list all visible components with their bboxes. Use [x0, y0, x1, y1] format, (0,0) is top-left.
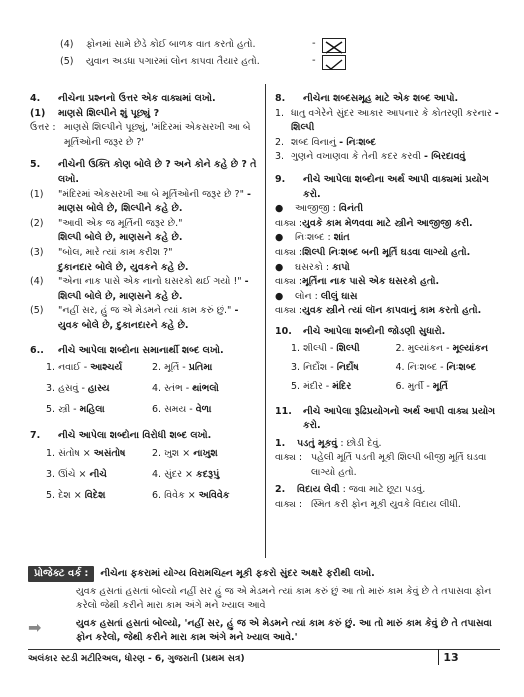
quote-text: "એના નાક પાસે એક નાનો ઘસરકો થઈ ગયો !": [58, 276, 242, 288]
item-number: (4): [30, 276, 44, 288]
one-word-answer: - બિરદાવવું: [424, 151, 466, 163]
item-number: 1.: [275, 437, 286, 449]
word-pair: 2. ખુશ × નાખુશ: [152, 447, 218, 459]
example-sentence: [275, 498, 500, 513]
speaker-answer: - માણસ બોલે છે, શિલ્પીને કહે છે.: [58, 188, 251, 215]
item-number: (1): [30, 188, 44, 200]
phrase-item: [275, 136, 500, 151]
phrase-text: શબ્દ વિનાનું: [291, 136, 337, 148]
phrase-text: ગુણને વખાણવા કે તેની કદર કરવી: [291, 151, 421, 163]
idiom-item: [275, 483, 500, 498]
question-title: નીચે આપેલા શબ્દોના સમાનાર્થી શબ્દ લખો.: [58, 344, 224, 356]
dash-mark: -: [312, 55, 316, 66]
meaning: શાંત: [333, 232, 350, 244]
word-pair: 2. મૂર્તિ - પ્રતિમા: [152, 362, 213, 374]
question-number: 4.: [30, 93, 41, 104]
bullet-icon: ●: [275, 203, 284, 215]
speaker-answer: શિલ્પી બોલે છે, માણસને કહે છે.: [58, 232, 183, 244]
word-pair: 5. સ્ત્રી - મહિલા: [46, 404, 105, 416]
sub-question-text: માણસે શિલ્પીને શું પૂછ્યું ?: [58, 107, 160, 119]
answer-box-check: [322, 55, 346, 70]
sub-question: [30, 107, 258, 122]
synonym-grid: [30, 358, 258, 419]
punctuated-answer: [28, 617, 500, 645]
meaning: કાપો: [332, 261, 350, 273]
word-pair: 4. નિઃશબ્દ - નિઃશબ્દ: [395, 361, 477, 373]
check-icon: [323, 58, 345, 71]
answer-box-cross: [322, 38, 346, 53]
meaning-item: ● આજીજી : વિનંતી: [275, 202, 500, 217]
quote-item: [30, 275, 258, 304]
sub-number: (1): [30, 107, 46, 119]
word-pair: 3. હસવું - હાસ્ય: [46, 383, 110, 395]
sentence-label: વાક્ય :: [275, 499, 303, 511]
question-title: નીચે આપેલા શબ્દોના અર્થ આપી વાક્યમાં પ્રયોગ કરો.: [303, 173, 489, 200]
quote-item: [30, 188, 258, 217]
word-pair: 6. મુર્તી - મૂર્તિ: [395, 380, 448, 392]
word-pair: 3. નિર્દોશ - નિર્દોષ: [291, 361, 359, 373]
question-title: નીચે આપેલા શબ્દોની જોડણી સુધારો.: [303, 325, 446, 337]
word: લોન: [295, 290, 312, 302]
bullet-icon: ●: [275, 261, 284, 273]
item-number: 1.: [275, 107, 285, 119]
question-7: [30, 429, 258, 444]
cross-icon: [323, 41, 345, 54]
right-column: [275, 86, 500, 513]
one-word-answer: - નિઃશબ્દ: [339, 136, 376, 148]
example-sentence: વાક્ય :શિલ્પી નિઃશબ્દ બની મૂર્તિ ઘડવા લાગ્યો હતો.: [275, 246, 471, 258]
word-pair: 4. સુંદર × કદરૂપું: [152, 468, 220, 480]
question-8: [275, 92, 500, 107]
phrase-text: ધાતુ વગેરેને સુંદર આકાર આપનાર કે કોતરણી કરનાર: [291, 107, 492, 119]
idiom: પડતું મૂકવું: [297, 437, 338, 449]
project-header: [28, 566, 500, 582]
question-10: [275, 325, 500, 340]
question-title: નીચે આપેલા શબ્દોના વિરોધી શબ્દ લખો.: [58, 430, 212, 442]
quote-item: [30, 217, 258, 246]
quote-text: "આવી એક જ મૂર્તિની જરૂર છે.": [58, 217, 183, 229]
antonym-grid: [30, 444, 258, 505]
question-number: 10.: [275, 325, 292, 337]
item-number: (4): [60, 39, 74, 50]
answer-paragraph: યુવક હસતાં હસતાં બોલ્યો, 'નહીં સર, હું જ એ મેડમને ત્યાં કામ કરું છું. આ તો મારું કામ કેવું છે તે તપાસવા ફોન કરેલો, જેથી કરીને મારા કામ અંગે મને ખ્યાલ આવે.': [76, 618, 492, 643]
example-sentence: વાક્ય :યુવક સ્ત્રીને ત્યાં લૉન કાપવાનું કામ કરતો હતો.: [275, 305, 482, 317]
question-6: [30, 344, 258, 359]
unpunctuated-paragraph: યુવક હસતાં હસતાં બોલ્યો નહીં સર હું જ એ મેડમને ત્યાં કામ કરું છું આ તો મારું કામ કેવું છે તે તપાસવા ફોન કરેલો જેથી કરીને મારા કામ અંગે મને ખ્યાલ આવે: [76, 586, 492, 611]
answer-label: ઉત્તર :: [30, 122, 56, 134]
word-pair: 1. સંતોષ × અસંતોષ: [46, 447, 126, 459]
quote-text: "નહીં સર, હું જ એ મેડમને ત્યાં કામ કરું છું.": [58, 305, 232, 317]
idiom-item: [275, 437, 500, 452]
example-sentence: [275, 451, 500, 480]
meaning: લીલું ઘાસ: [320, 290, 358, 302]
arrow-right-icon: ➡: [28, 618, 42, 637]
question-number: 6..: [30, 344, 44, 356]
word: આજીજી: [295, 203, 330, 215]
item-text: યુવાન અડધા પગારમાં લોન કાપવા તૈયાર હતો.: [86, 56, 260, 67]
spelling-grid: [275, 340, 500, 395]
word-pair: 1. નવાઈ - આશ્ચર્ય: [46, 362, 123, 374]
meaning: વિનંતી: [338, 203, 364, 215]
item-text: ફોનમાં સામે છેડે કોઈ બાળક વાત કરતો હતો.: [86, 39, 256, 50]
left-column: [30, 86, 258, 505]
question-11: [275, 405, 500, 434]
meaning-item: ● નિઃશબ્દ : શાંત: [275, 231, 500, 246]
bullet-icon: ●: [275, 290, 284, 302]
footer-rule: [28, 649, 500, 650]
word-pair: 1. શીલ્પી - શિલ્પી: [291, 342, 360, 354]
bullet-icon: ●: [275, 232, 284, 244]
footer-title: અલંકાર સ્ટડી મટીરિઅલ, ધોરણ - 6, ગુજરાતી (પ્રથમ સત્ર): [28, 654, 245, 664]
question-4: [30, 92, 258, 107]
question-9: [275, 173, 500, 202]
word: ઘસરકો: [295, 261, 323, 273]
quote-item: [30, 304, 258, 333]
question-title: નીચેના શબ્દસમૂહ માટે એક શબ્દ આપો.: [303, 93, 459, 104]
answer-text: માણસે શિલ્પીને પૂછ્યું, 'મંદિરમાં એકસરખી આ બે મૂર્તિઓની જરૂર છે ?': [64, 122, 251, 148]
question-number: 7.: [30, 430, 41, 442]
meaning-item: ● ઘસરકો : કાપો: [275, 261, 500, 276]
project-instruction: નીચેના ફકરામાં યોગ્ય વિરામચિહ્ન મૂકી ફકરો સુંદર અક્ષરે ફરીથી લખો.: [100, 568, 375, 579]
word-pair: 5. મંદીર - મંદિર: [291, 380, 352, 392]
word-pair: 6. વિવેક × અવિવેક: [152, 489, 230, 501]
quote-text: "મંદિરમાં એકસરખી આ બે મૂર્તિઓની જરૂર છે ?": [58, 188, 244, 200]
item-number: (5): [60, 56, 74, 67]
speaker-answer: - શિલ્પી બોલે છે, માણસને કહે છે.: [58, 276, 249, 302]
idiom-meaning: : જવા માટે છૂટા પડવું.: [342, 484, 426, 496]
phrase-item: [275, 150, 500, 165]
sentence-text: સ્મિત કરી ફોન મૂકી યુવકે વિદાય લીધી.: [311, 499, 461, 511]
meaning-item: ● લોન : લીલું ઘાસ: [275, 290, 500, 305]
item-number: 3.: [275, 151, 285, 163]
idiom-meaning: : છોડી દેવું.: [340, 437, 382, 449]
quote-text: "બોલ, મારે ત્યાં કામ કરીશ ?": [58, 246, 173, 258]
sentence-label: વાક્ય :: [275, 452, 303, 464]
phrase-item: [275, 107, 500, 136]
question-title: નીચે આપેલા રૂઢિપ્રયોગનો અર્થ આપી વાક્ય પ્રયોગ કરો.: [303, 405, 496, 432]
item-number: (3): [30, 246, 44, 258]
column-divider: [265, 84, 266, 558]
project-work: [28, 566, 500, 645]
word-pair: 4. સ્તંભ - થાંભલો: [152, 383, 219, 395]
item-number: (5): [30, 305, 44, 317]
question-5: [30, 158, 258, 187]
sentence-text: પહેલી મૂર્તિ પડતી મૂકી શિલ્પી બીજી મૂર્તિ ઘડવા લાગ્યો હતો.: [311, 452, 487, 478]
one-word-answer: - શિલ્પી: [291, 107, 499, 134]
word-pair: 2. મુલ્યાંકન - મૂલ્યાંકન: [395, 342, 489, 354]
word-pair: 3. ઊંચે × નીચે: [46, 468, 107, 480]
item-number: 2.: [275, 136, 285, 148]
project-tag: પ્રોજેક્ટ વર્ક :: [28, 566, 94, 582]
question-number: 11.: [275, 405, 292, 417]
item-number: (2): [30, 217, 44, 229]
question-title: નીચેની ઉક્તિ કોણ બોલે છે ? અને કોને કહે છે ? તે લખો.: [58, 159, 257, 185]
question-number: 9.: [275, 173, 286, 185]
item-number: 2.: [275, 484, 286, 496]
word: નિઃશબ્દ: [295, 232, 325, 244]
example-sentence: વાક્ય :મૂર્તિના નાક પાસે એક ઘસરકો હતો.: [275, 276, 440, 288]
speaker-answer: - યુવક બોલે છે, દુકાનદારને કહે છે.: [58, 305, 239, 331]
question-number: 5.: [30, 159, 41, 171]
speaker-answer: દુકાનદાર બોલે છે, યુવકને કહે છે.: [58, 261, 189, 273]
word-pair: 5. દેશ × વિદેશ: [46, 489, 106, 501]
word-pair: 6. સમય - વેળા: [152, 404, 212, 416]
question-number: 8.: [275, 93, 286, 104]
answer: [30, 121, 258, 150]
question-title: નીચેના પ્રશ્નનો ઉત્તર એક વાક્યમાં લખો.: [58, 93, 216, 104]
example-sentence: વાક્ય :યુવકે કામ મેળવવા માટે સ્ત્રીને આજીજી કરી.: [275, 217, 473, 229]
dash-mark: -: [312, 38, 316, 49]
idiom: વિદાય લેવી: [297, 484, 340, 496]
page-number: 13: [438, 649, 463, 665]
quote-item: [30, 246, 258, 275]
